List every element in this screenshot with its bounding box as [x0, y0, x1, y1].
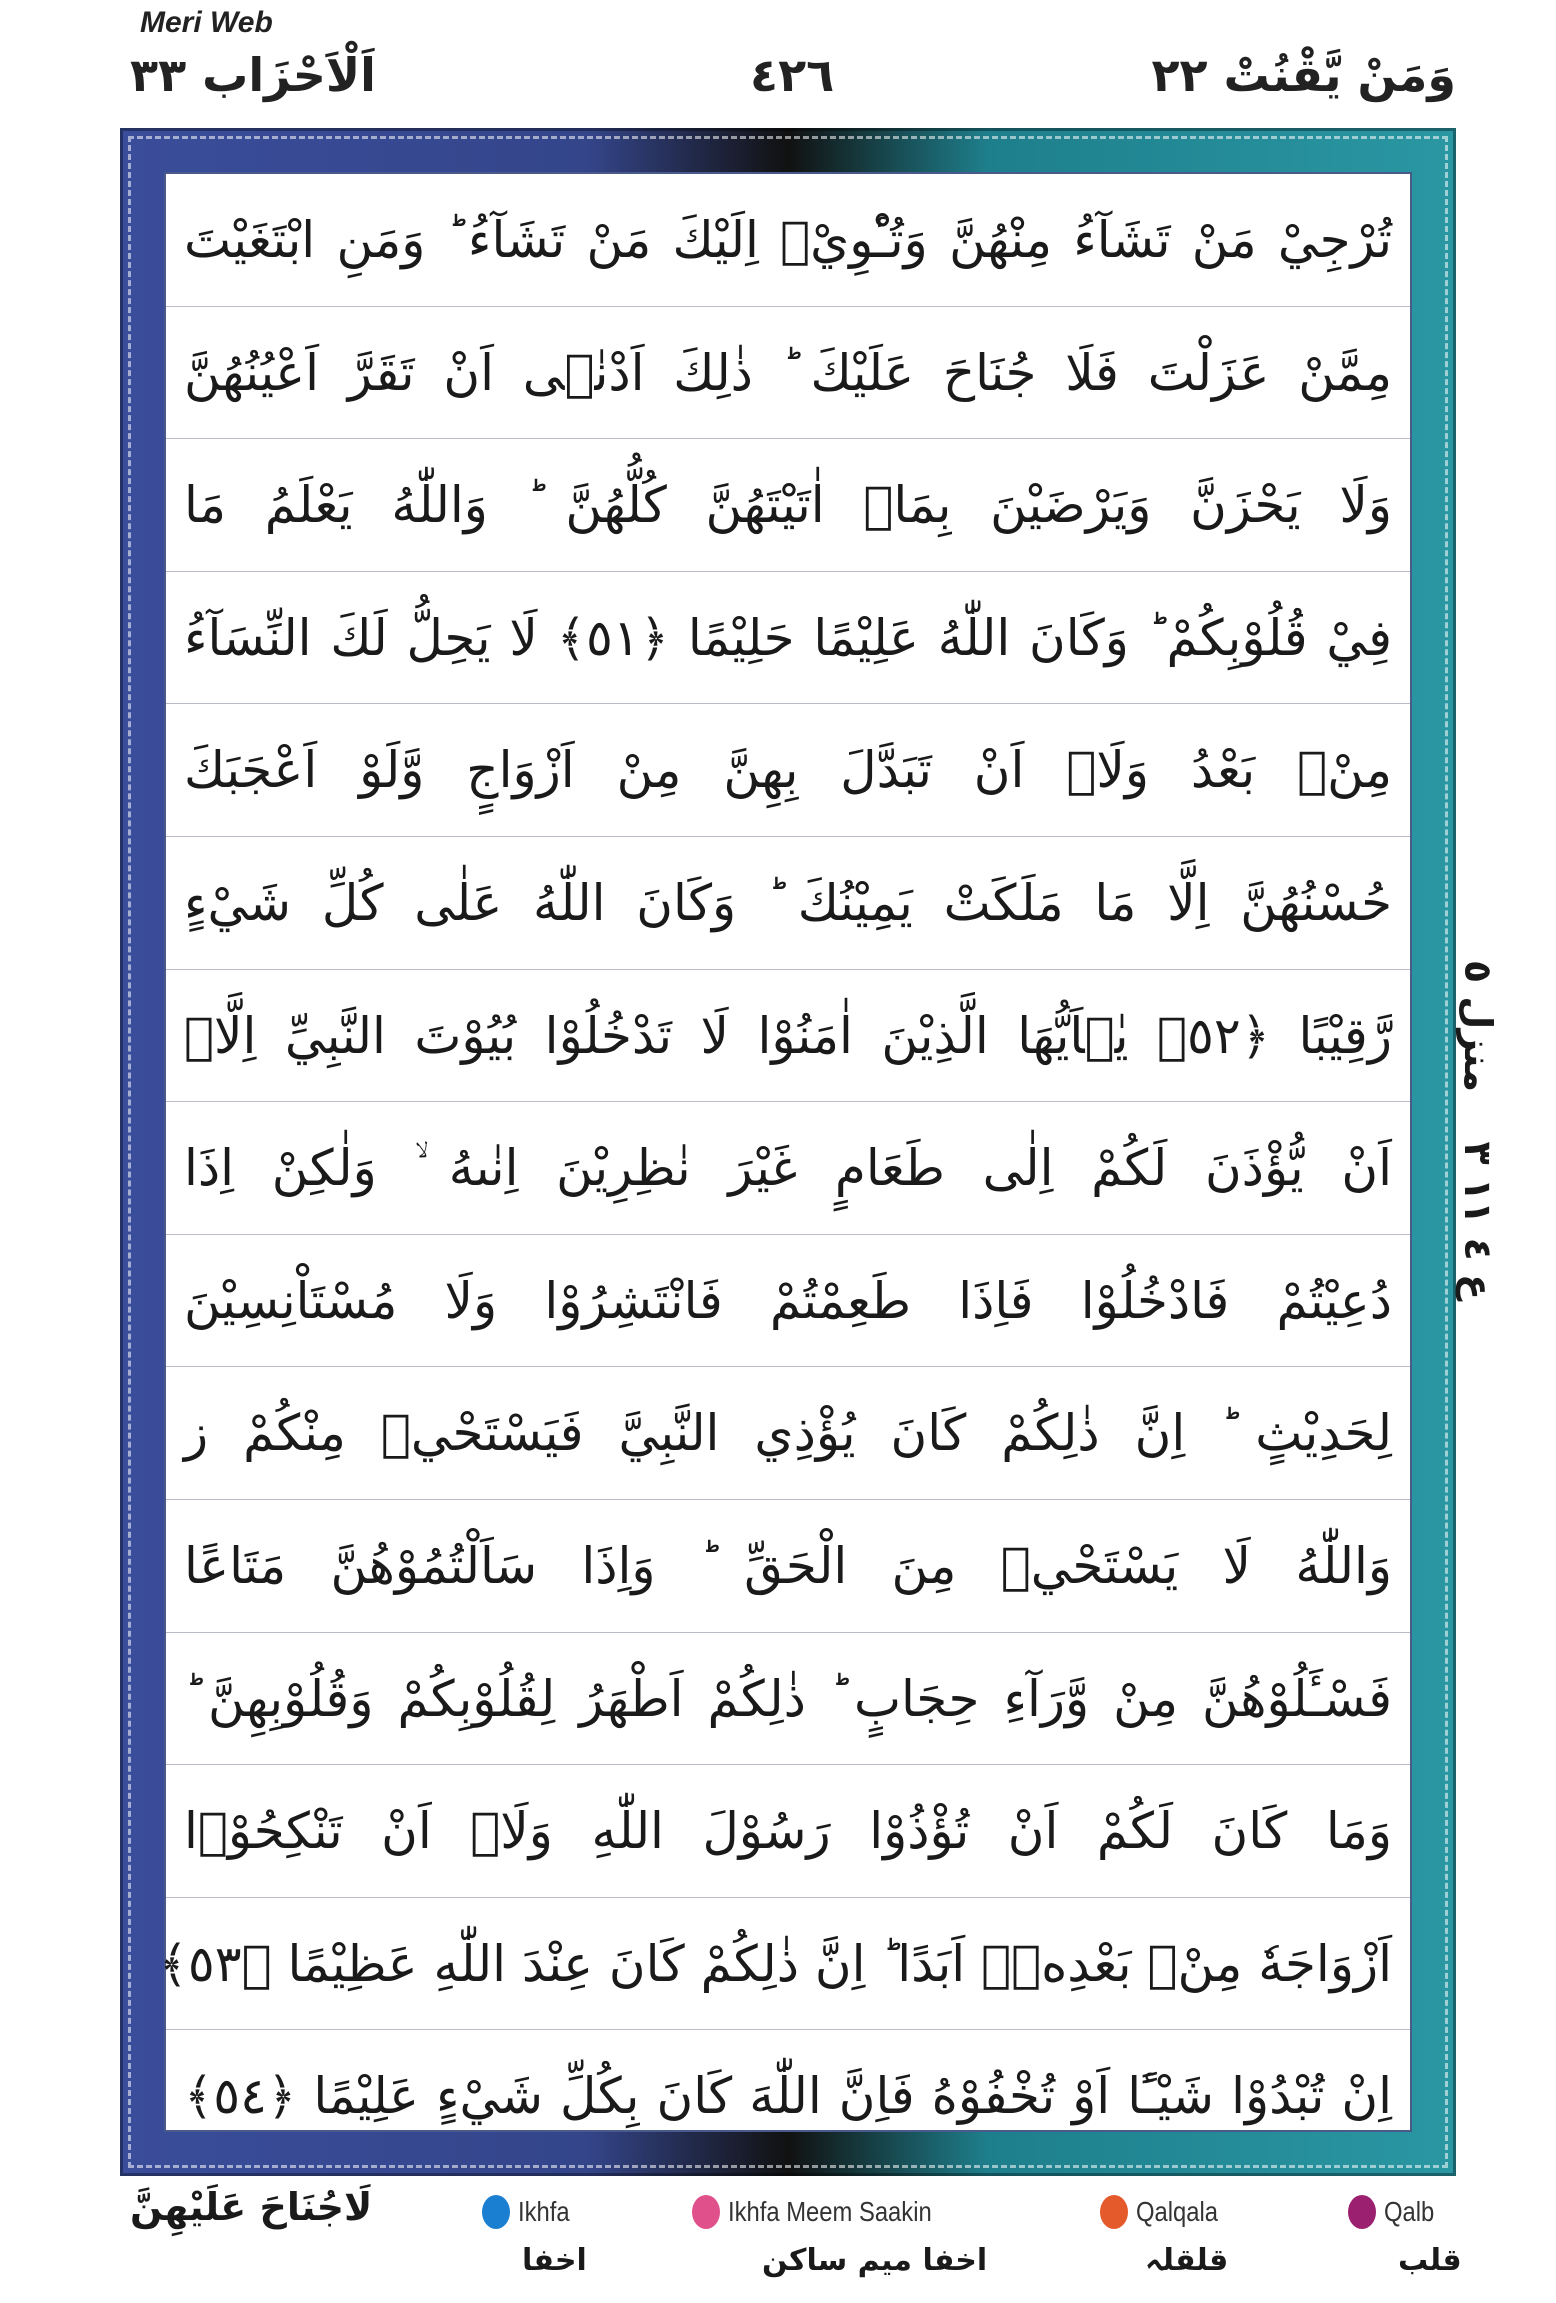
verse-line: تُرْجِيْ مَنْ تَشَآءُ مِنْهُنَّ وَتُـْٔوِيْۤ اِلَيْكَ مَنْ تَشَآءُ ؕ وَمَنِ ابْتَغَيْتَ: [166, 174, 1410, 307]
legend-label: Ikhfa Meem Saakin: [728, 2196, 932, 2227]
verse-line: وَلَا يَحْزَنَّ وَيَرْضَيْنَ بِمَاۤ اٰتَيْتَهُنَّ كُلُّهُنَّ ؕ وَاللّٰهُ يَعْلَمُ مَا: [166, 439, 1410, 572]
verse-line: لِحَدِيْثٍ ؕ اِنَّ ذٰلِكُمْ كَانَ يُؤْذِي النَّبِيَّ فَيَسْتَحْيٖ مِنْكُمْ ز: [166, 1367, 1410, 1500]
verse-line: دُعِيْتُمْ فَادْخُلُوْا فَاِذَا طَعِمْتُمْ فَانْتَشِرُوْا وَلَا مُسْتَاْنِسِيْنَ: [166, 1235, 1410, 1368]
verse-line: وَاللّٰهُ لَا يَسْتَحْيٖ مِنَ الْحَقِّ ؕ وَاِذَا سَاَلْتُمُوْهُنَّ مَتَاعًا: [166, 1500, 1410, 1633]
legend-label: Qalb: [1384, 2196, 1435, 2227]
page-border: [120, 128, 1456, 2176]
verse-line: حُسْنُهُنَّ اِلَّا مَا مَلَكَتْ يَمِيْنُكَ ؕ وَكَانَ اللّٰهُ عَلٰى كُلِّ شَيْءٍ: [166, 837, 1410, 970]
manzil-marker: منزل ٥: [1456, 960, 1500, 1093]
margin-notes: [1440, 960, 1500, 1300]
ruku-marker: ع ٤ ١١ ٣: [1456, 1141, 1500, 1300]
legend-urdu: اخفا: [522, 2243, 587, 2278]
verse-line: فَسْـَٔلُوْهُنَّ مِنْ وَّرَآءِ حِجَابٍ ؕ ذٰلِكُمْ اَطْهَرُ لِقُلُوْبِكُمْ وَقُلُوْبِهِنَّ ؕ: [166, 1633, 1410, 1766]
legend-label: Ikhfa: [518, 2196, 570, 2227]
surah-name: اَلْاَحْزَاب ٣٣: [130, 48, 376, 102]
para-name: وَمَنْ يَّقْنُتْ ٢٢: [1151, 48, 1456, 102]
legend-urdu: اخفا میم ساکن: [762, 2243, 988, 2278]
verse-line: مِنْۢ بَعْدُ وَلَاۤ اَنْ تَبَدَّلَ بِهِنَّ مِنْ اَزْوَاجٍ وَّلَوْ اَعْجَبَكَ: [166, 704, 1410, 837]
legend-urdu: قلقلہ: [1145, 2243, 1229, 2278]
legend-urdu: قلب: [1398, 2243, 1462, 2278]
legend-ikhfa-meem-saakin: [692, 2195, 987, 2278]
legend-qalqala: [1100, 2195, 1233, 2278]
verse-line: فِيْ قُلُوْبِكُمْ ؕ وَكَانَ اللّٰهُ عَلِيْمًا حَلِيْمًا ﴿٥١﴾ لَا يَحِلُّ لَكَ النِّسَآءُ: [166, 572, 1410, 705]
text-area: [158, 172, 1412, 2132]
verse-line: اِنْ تُبْدُوْا شَيْـًٔا اَوْ تُخْفُوْهُ فَاِنَّ اللّٰهَ كَانَ بِكُلِّ شَيْءٍ عَلِيْمًا ﴿٥٤﴾: [184, 2067, 1392, 2126]
page-number: ٤٢٦: [750, 48, 835, 102]
brand-label: Meri Web: [140, 6, 273, 39]
verse-line: وَمَا كَانَ لَكُمْ اَنْ تُؤْذُوْا رَسُوْلَ اللّٰهِ وَلَاۤ اَنْ تَنْكِحُوْۤا: [166, 1765, 1410, 1898]
ikhfa-color-dot: [482, 2195, 510, 2229]
verse-line: مِمَّنْ عَزَلْتَ فَلَا جُنَاحَ عَلَيْكَ ؕ ذٰلِكَ اَدْنٰۤى اَنْ تَقَرَّ اَعْيُنُهُنَّ: [166, 307, 1410, 440]
qalqala-color-dot: [1100, 2195, 1128, 2229]
legend-ikhfa: [482, 2195, 587, 2278]
ikhfa-meem-color-dot: [692, 2195, 720, 2229]
legend-qalb: [1348, 2195, 1462, 2278]
qalb-color-dot: [1348, 2195, 1376, 2229]
verse-line: اَزْوَاجَهٗ مِنْۢ بَعْدِهٖۤ اَبَدًا ؕ اِنَّ ذٰلِكُمْ كَانَ عِنْدَ اللّٰهِ عَظِيْمًا ﴿٥٣﴾: [166, 1898, 1410, 2031]
verse-line: رَّقِيْبًا ﴿٥٢﴾ يٰۤاَيُّهَا الَّذِيْنَ اٰمَنُوْا لَا تَدْخُلُوْا بُيُوْتَ النَّبِيِّ اِلَّاۤ: [166, 970, 1410, 1103]
catchword: لَاجُنَاحَ عَلَيْهِنَّ: [130, 2185, 373, 2229]
legend-label: Qalqala: [1136, 2196, 1219, 2227]
verse-line: اَنْ يُّؤْذَنَ لَكُمْ اِلٰى طَعَامٍ غَيْرَ نٰظِرِيْنَ اِنٰىهُ ۙ وَلٰكِنْ اِذَا: [166, 1102, 1410, 1235]
